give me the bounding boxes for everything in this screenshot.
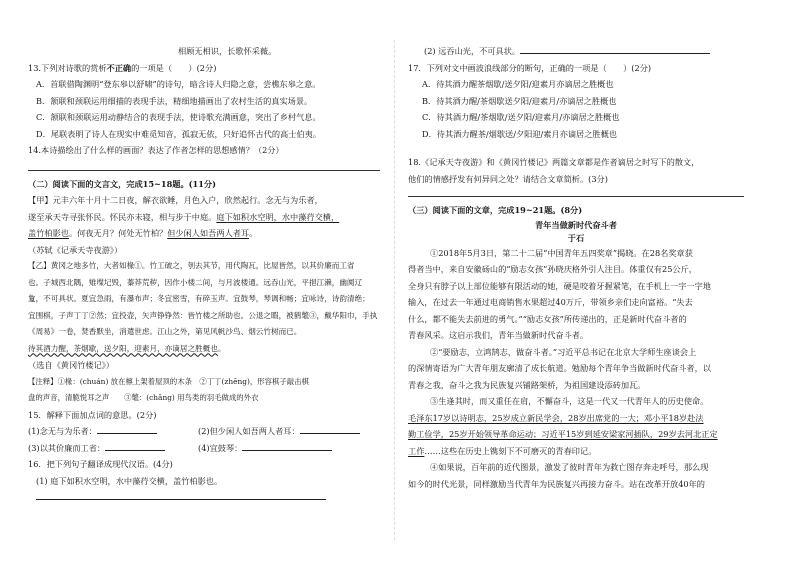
article-title: 青年当做新时代奋斗者: [535, 219, 617, 230]
section2-heading: （二）阅读下面的文言文，完成15~18题。(11分): [28, 178, 216, 189]
p3-line-4: [408, 443, 744, 460]
q15-answer-1[interactable]: [97, 424, 157, 434]
q13-stem-a: 13.下列对诗歌的赏析: [28, 62, 107, 73]
q16-sentence-2: [408, 43, 744, 60]
q15-item-3: (3)以其价廉而工省：: [28, 442, 106, 453]
q18-line-1: 18.《记承天寺夜游》和《黄冈竹楼记》两篇文章都是作者谪居之时写下的散文，: [408, 157, 700, 167]
jia-line-3: [28, 225, 380, 242]
p2-line-1: ②“要励志，立鸿鹄志，做奋斗者。”习近平总书记在北京大学师生座谈会上: [430, 346, 697, 357]
q15-question: 15．解释下面加点词的意思。(2分): [28, 409, 157, 420]
q17-question: 17．下列对文中画波浪线部分的断句，正确的一项是（ ）(2分): [408, 62, 652, 73]
q18-line-2: 他们的情感抒发有何异同之处？请结合文章简析。(3分): [408, 173, 608, 184]
p1-line-5: 什么，都不能失去前进的勇气。”“励志女孩”所传递出的，正是新时代奋斗者的: [408, 313, 687, 324]
yi-source: （选自《黄冈竹楼记》）: [28, 360, 114, 370]
p2-line-2: 的深情寄语为广大青年朋友廓清了成长航道。勉励每个青年争当做新时代奋斗者，以: [408, 363, 711, 373]
q15-row-1: [28, 423, 380, 440]
q13-option-c: C．颔联和颈联运用动静结合的表现手法，使诗歌充满画意，突出了乡村气息。: [36, 112, 321, 122]
q16-sentence-2-text: (2) 远吞山光，不可具状。: [424, 46, 521, 56]
q15-item-2: (2)但少闲人如吾两人者耳：: [198, 426, 300, 436]
column-divider: [394, 40, 395, 540]
p1-line-1: ①2018年5月3日，第二十二届“中国青年五四奖章”揭晓。在28名奖章获: [430, 247, 693, 258]
notes-line-1: 【注释】①椽：(chuán) 放在檩上架着屋顶的木条 ②丁丁(zhēng)，形容棋子敲击棋: [28, 376, 309, 386]
q13-stem-emph: 不正确: [106, 62, 132, 73]
p3-line-4-underlined: 工作: [408, 445, 425, 456]
q14-question: 14.本诗描绘出了什么样的画面？表达了作者怎样的思想感情？（2分）: [28, 145, 284, 155]
yi-line-5: [28, 324, 380, 341]
q16-sentence-1: (1) 庭下如积水空明，水中藻荇交横，盖竹柏影也。: [36, 475, 223, 486]
q15-item-4: (4)宜鼓琴：: [198, 442, 243, 453]
p4-line-2: 如今的时代光景，同样激励当代青年为民族复兴再接力奋斗。站在改革开放40年的: [408, 478, 705, 489]
poem-last-line: 相顾无相识，长歌怀采薇。: [178, 46, 277, 56]
jia-line-2: [28, 209, 380, 226]
q16-answer-line-1: [28, 489, 380, 506]
q17-option-d: D．待其酒力醒茶/烟歇送/夕阳迎/素月亦谪居之胜概也: [422, 128, 617, 139]
jia-line-2-text: 遂至承天寺寻张怀民。怀民亦未寝，相与步于中庭。: [28, 211, 217, 222]
q13-option-b: B．颔联和颈联运用细描的表现手法，精细地描画出了农村生活的真实场景。: [36, 95, 313, 106]
q17-option-b: B．待其酒力醒/茶烟歇送夕阳/迎素月/亦谪居之胜概也: [422, 95, 617, 106]
p4-line-1: ④如果说，百年前的近代图景，激发了彼时青年为救亡图存奔走呼号，那么现: [430, 462, 709, 472]
p1-line-6: 青春风采。这启示我们，青年当做新时代奋斗者。: [408, 330, 589, 340]
yi-line-4: 宜围棋，子声丁丁②然；宜投壶，矢声铮铮然：皆竹楼之所助也。公退之暇，被鹤氅③，戴华阳巾，手执: [28, 310, 378, 320]
notes-line-2: 盘的声音，清脆悦耳之声 ③氅：(chǎng) 用鸟类的羽毛做成的外衣: [28, 393, 259, 402]
section-rule-right: [408, 196, 744, 197]
q17-option-c: C．待其酒力醒/茶烟歇/送夕阳/迎素月/亦谪居之胜概也: [422, 112, 620, 122]
section3-heading: （三）阅读下面的文章，完成19~21题。(8分): [408, 205, 583, 215]
right-column: [408, 46, 744, 492]
p3-line-3: 勤工俭学，25岁开始领导革命运动；习近平15岁到延安梁家河插队，29岁去河北正定: [408, 429, 718, 439]
left-column: [28, 46, 380, 506]
p1-line-4: 输入，在过去一年通过电商销售水果超过40万斤，带领乡亲们走向富裕。“失去: [408, 297, 693, 307]
jia-source: （苏轼《记承天寺夜游》）: [28, 244, 123, 255]
p3-line-4-text: ……这些在历史上镌刻下不可磨灭的青春印记。: [424, 445, 597, 456]
q16-answer-2[interactable]: [520, 44, 710, 54]
p1-line-3: 全身只有脖子以上部位能够有限活动的她，硬是咬着牙握紧笔，在手机上一字一字地: [408, 280, 711, 291]
yi-wavy-sentence: 待其酒力醒，茶烟歇，送夕阳，迎素月，亦谪居之胜概也: [28, 343, 218, 353]
jia-underlined-3: 但少闲人如吾两人者耳: [167, 228, 250, 238]
q13-stem: [28, 60, 380, 77]
q15-answer-4[interactable]: [242, 441, 332, 451]
q15-answer-2[interactable]: [300, 424, 360, 434]
jia-underlined-2: 盖竹柏影也: [28, 228, 69, 238]
q16-answer-1[interactable]: [36, 490, 326, 500]
q16-question: 16．把下列句子翻译成现代汉语。(4分): [28, 459, 173, 469]
jia-line-3-end: 。: [249, 228, 258, 238]
q13-option-a: A．首联借陶渊明“登东皋以舒啸”的诗句，暗含诗人归隐之意，尝樵东皋之意。: [36, 79, 321, 89]
article-author: 于石: [567, 232, 585, 243]
yi-line-1: 【乙】黄冈之地多竹，大者如椽①。竹工破之，刳去其节，用代陶瓦，比屋皆然，以其价廉而工省: [28, 261, 355, 270]
q13-stem-c: 的一项是（ ）(2分): [131, 62, 217, 73]
p1-line-2: 得者当中，来自安徽砀山的“励志女孩”孙晓庆格外引人注目。体重仅有25公斤，: [408, 264, 697, 274]
q15-item-1: (1)念无与为乐者：: [28, 426, 97, 436]
yi-line-6-end: 。: [217, 343, 226, 353]
q15-row-2: [28, 440, 380, 457]
yi-line-5-text: 《周易》一卷，焚香默坐，消遣世虑。江山之外，第见风帆沙鸟、烟云竹树而已。: [28, 327, 302, 336]
p3-line-1: ③生逢其时，而又重任在肩，不懈奋斗，这是一代又一代青年人的历史使命。: [430, 396, 709, 406]
q15-answer-3[interactable]: [105, 441, 165, 451]
jia-line-3-text: 。何夜无月？何处无竹柏？: [68, 228, 168, 238]
q13-option-d: D．尾联表明了诗人在现实中难觅知音，孤寂无依，只好追怀古代的高士伯夷。: [36, 128, 321, 139]
yi-line-6: [28, 341, 380, 358]
jia-underlined-1: 庭下如积水空明，水中藻荇交横，: [216, 211, 340, 222]
yi-line-3: 夐，不可具状。夏宜急雨，有瀑布声；冬宜密雪，有碎玉声。宜鼓琴，琴调和畅；宜咏诗，诗韵清绝；: [28, 294, 370, 303]
section-rule: [28, 170, 380, 171]
jia-line-1: 【甲】元丰六年十月十二日夜，解衣欲睡，月色入户，欣然起行。念无与为乐者，: [28, 195, 323, 205]
q17-option-a: A．待其酒力醒茶烟歇/送夕阳/迎素月亦谪居之胜概也: [422, 79, 614, 89]
yi-line-2: 也。子城西北隅，雉堞圮毁，蓁莽荒秽，因作小楼二间，与月波楼通。远吞山光，平挹江濑，幽阒辽: [28, 277, 363, 287]
p3-line-2: 毛泽东17岁以诗明志，25岁成立新民学会，28岁出席党的一大；邓小平18岁赴法: [408, 412, 704, 423]
p2-line-3: 青春之我，奋斗之我为民族复兴铺路架桥，为祖国建设添砖加瓦。: [408, 379, 646, 390]
